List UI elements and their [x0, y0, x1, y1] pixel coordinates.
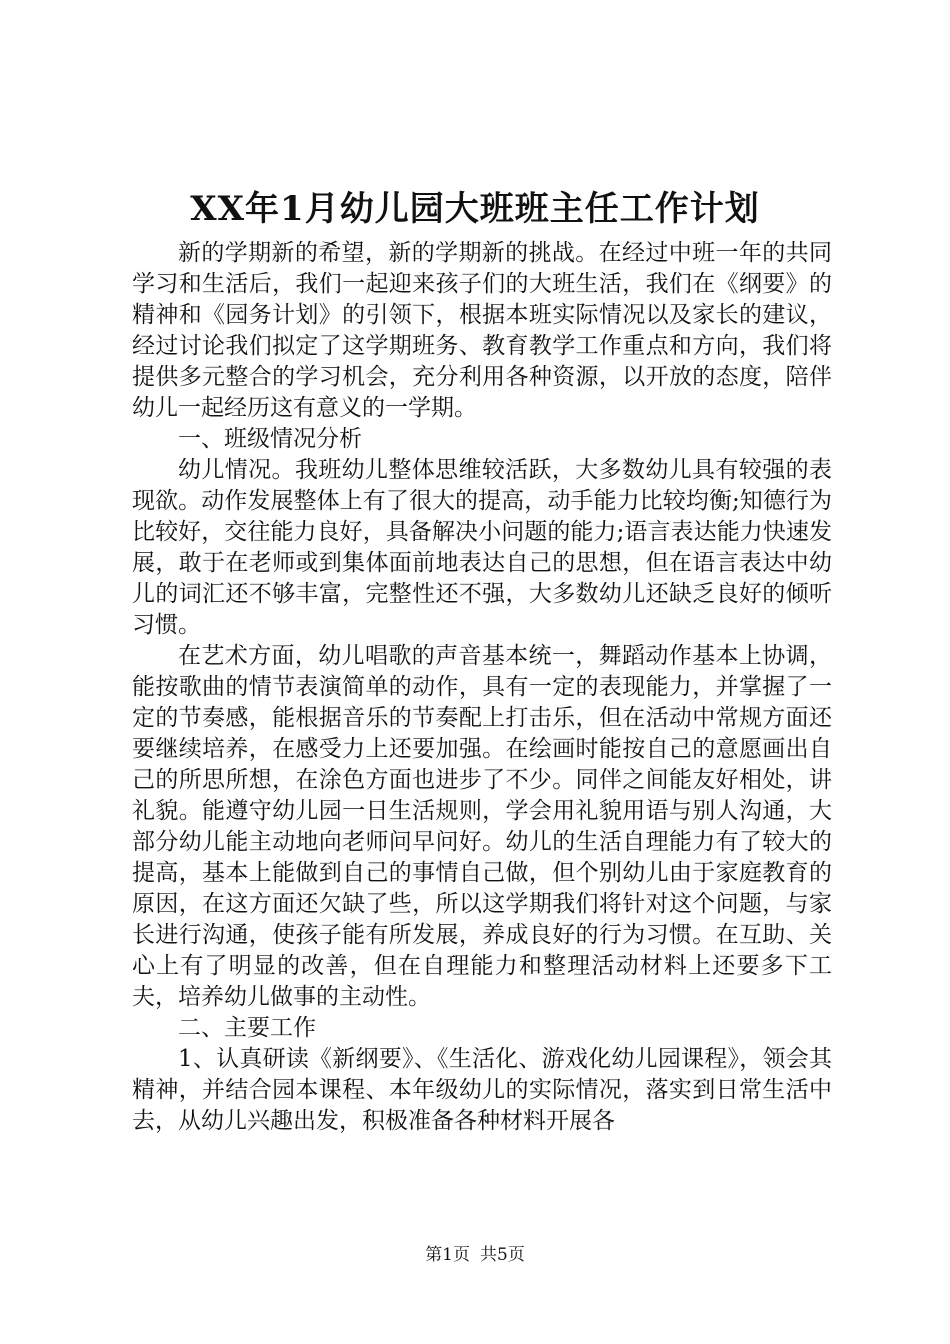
section-heading-class-analysis: 一、班级情况分析 — [178, 426, 362, 452]
document-body — [132, 238, 832, 1137]
document-title: XX年1月幼儿园大班班主任工作计划 — [190, 189, 760, 229]
page-number: 第1页 — [425, 1245, 470, 1265]
paragraph-child-situation: 幼儿情况。我班幼儿整体思维较活跃，大多数幼儿具有较强的表现欲。动作发展整体上有了很大的提高，动手能力比较均衡;知德行为比较好，交往能力良好，具备解决小问题的能力;语言表达能力快速发展，敢于在老师或到集体面前地表达自己的思想，但在语言表达中幼儿的词汇还不够丰富，完整性还不强，大多数幼儿还缺乏良好的倾听习惯。 — [132, 457, 832, 638]
paragraph-main-work-item-1: 1、认真研读《新纲要》、《生活化、游戏化幼儿园课程》，领会其精神，并结合园本课程、本年级幼儿的实际情况，落实到日常生活中去，从幼儿兴趣出发，积极准备各种材料开展各 — [132, 1046, 832, 1134]
page-total: 共5页 — [480, 1245, 525, 1265]
paragraph-art-aspect: 在艺术方面，幼儿唱歌的声音基本统一，舞蹈动作基本上协调，能按歌曲的情节表演简单的动作，具有一定的表现能力，并掌握了一定的节奏感，能根据音乐的节奏配上打击乐，但在活动中常规方面还要继续培养，在感受力上还要加强。在绘画时能按自己的意愿画出自己的所思所想，在涂色方面也进步了不少。同伴之间能友好相处，讲礼貌。能遵守幼儿园一日生活规则，学会用礼貌用语与别人沟通，大部分幼儿能主动地向老师问早问好。幼儿的生活自理能力有了较大的提高，基本上能做到自己的事情自己做，但个别幼儿由于家庭教育的原因，在这方面还欠缺了些，所以这学期我们将针对这个问题，与家长进行沟通，使孩子能有所发展，养成良好的行为习惯。在互助、关心上有了明显的改善，但在自理能力和整理活动材料上还要多下工夫，培养幼儿做事的主动性。 — [132, 643, 832, 1010]
section-heading-main-work: 二、主要工作 — [178, 1015, 316, 1041]
page-footer — [0, 1243, 950, 1267]
intro-paragraph: 新的学期新的希望，新的学期新的挑战。在经过中班一年的共同学习和生活后，我们一起迎来孩子们的大班生活，我们在《纲要》的精神和《园务计划》的引领下，根据本班实际情况以及家长的建议，经过讨论我们拟定了这学期班务、教育教学工作重点和方向，我们将提供多元整合的学习机会，充分利用各种资源，以开放的态度，陪伴幼儿一起经历这有意义的一学期。 — [132, 240, 832, 421]
